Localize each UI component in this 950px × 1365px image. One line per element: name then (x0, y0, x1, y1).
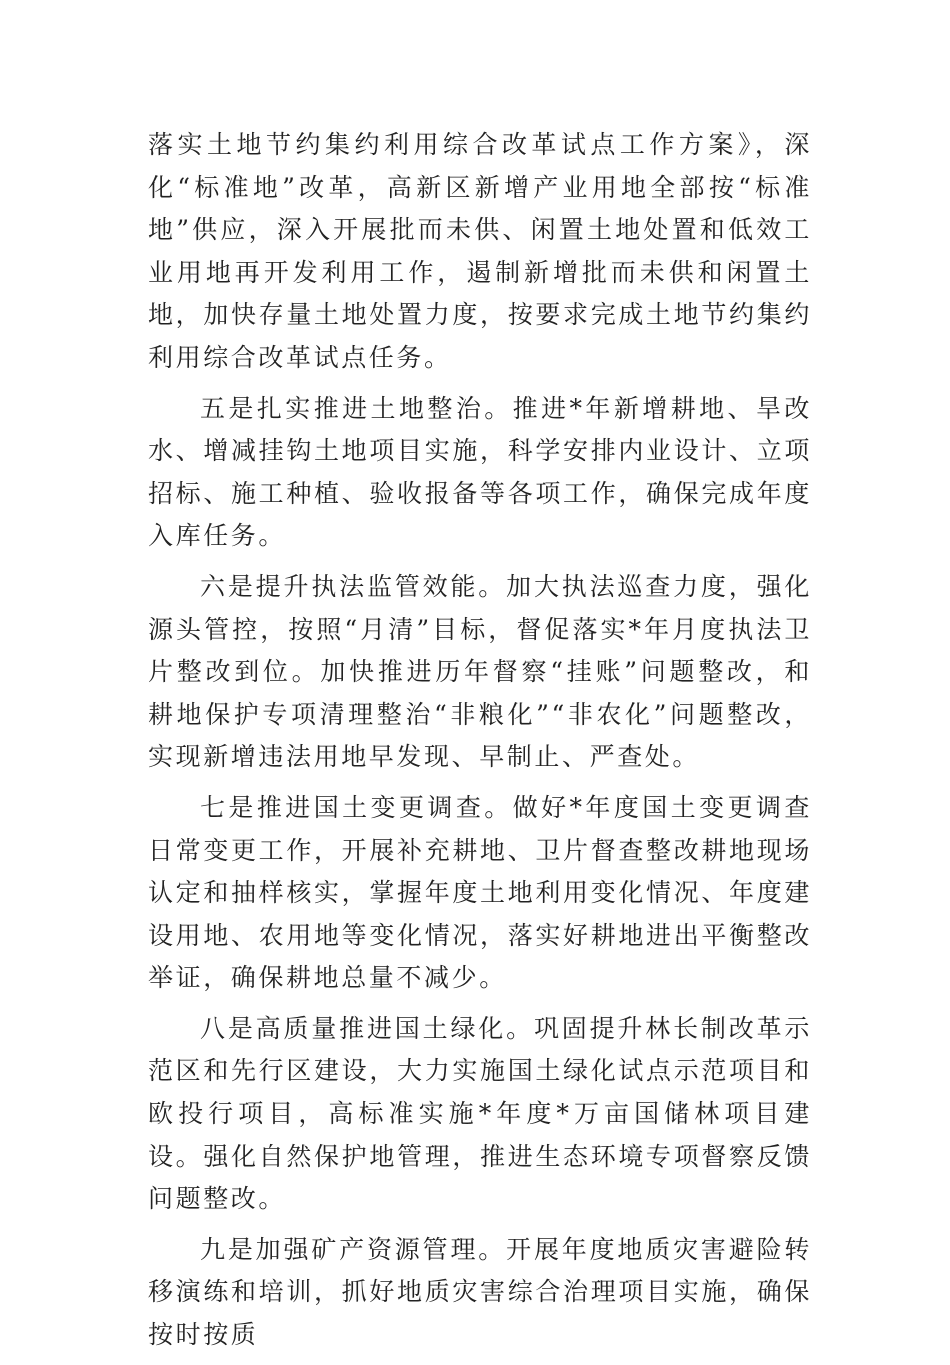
document-body (148, 124, 812, 1365)
paragraph-mineral-resources: 九是加强矿产资源管理。开展年度地质灾害避险转移演练和培训，抓好地质灾害综合治理项目实施，确保按时按质 (148, 1234, 812, 1350)
paragraph-continuation: 落实土地节约集约利用综合改革试点工作方案》，深化“标准地”改革，高新区新增产业用地全部按“标准地”供应，深入开展批而未供、闲置土地处置和低效工业用地再开发利用工作，遏制新增批而未供和闲置土地，加快存量土地处置力度，按要求完成土地节约集约利用综合改革试点任务。 (148, 130, 812, 372)
paragraph-land-survey: 七是推进国土变更调查。做好*年度国土变更调查日常变更工作，开展补充耕地、卫片督查整改耕地现场认定和抽样核实，掌握年度土地利用变化情况、年度建设用地、农用地等变化情况，落实好耕地进出平衡整改举证，确保耕地总量不减少。 (148, 792, 812, 993)
paragraph-greening: 八是高质量推进国土绿化。巩固提升林长制改革示范区和先行区建设，大力实施国土绿化试点示范项目和欧投行项目，高标准实施*年度*万亩国储林项目建设。强化自然保护地管理，推进生态环境专项督察反馈问题整改。 (148, 1013, 812, 1214)
paragraph-law-enforcement: 六是提升执法监管效能。加大执法巡查力度，强化源头管控，按照“月清”目标，督促落实*年月度执法卫片整改到位。加快推进历年督察“挂账”问题整改，和耕地保护专项清理整治“非粮化”“非农化”问题整改，实现新增违法用地早发现、早制止、严查处。 (148, 571, 812, 772)
paragraph-land-consolidation: 五是扎实推进土地整治。推进*年新增耕地、旱改水、增减挂钩土地项目实施，科学安排内业设计、立项招标、施工种植、验收报备等各项工作，确保完成年度入库任务。 (148, 393, 812, 551)
